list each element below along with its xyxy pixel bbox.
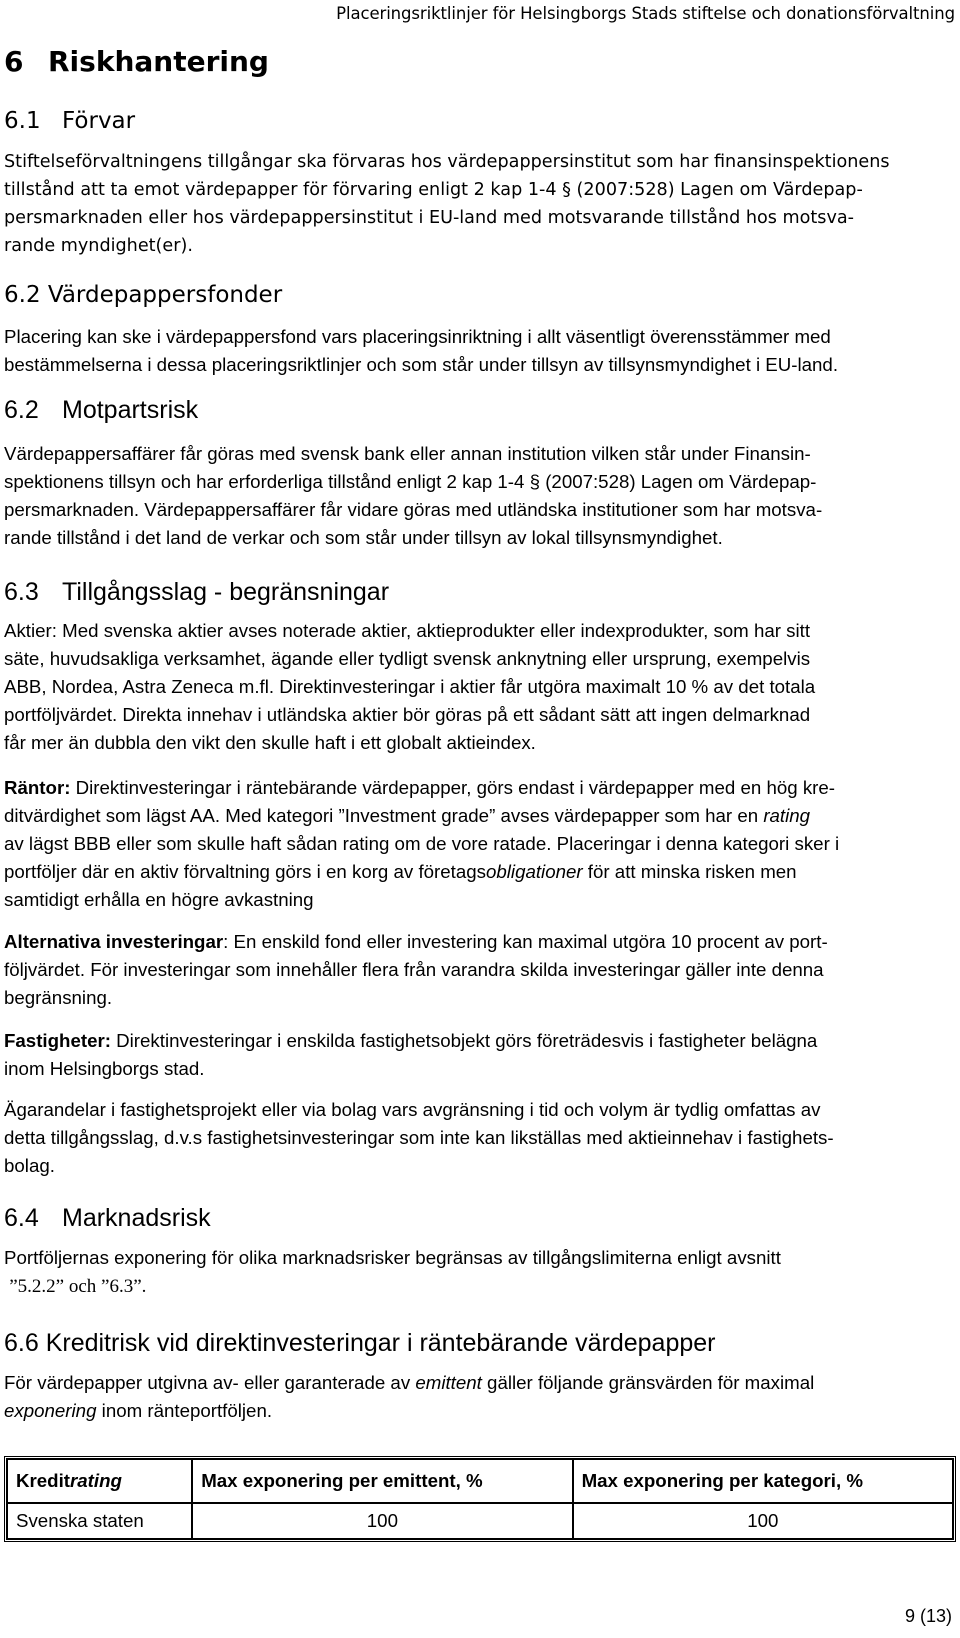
text-line: detta tillgångsslag, d.v.s fastighetsinvesteringar som inte kan likställas med aktieinnehav i fastighets- bbox=[4, 1127, 834, 1148]
chapter-number: 6 bbox=[4, 45, 24, 78]
text-line: inom Helsingborgs stad. bbox=[4, 1058, 205, 1079]
section-heading-6-3 bbox=[4, 578, 389, 607]
text-line: samtidigt erhålla en högre avkastning bbox=[4, 889, 314, 910]
text-run: och bbox=[64, 1276, 102, 1297]
paragraph-fastigheter bbox=[4, 1027, 956, 1083]
paragraph-aktier bbox=[4, 617, 956, 757]
column-header: Max exponering per emittent, % bbox=[192, 1459, 572, 1503]
text-line: Ägarandelar i fastighetsprojekt eller via bolag vars avgränsning i tid och volym är tydlig omfattas av bbox=[4, 1099, 821, 1120]
text-run: för att minska risken men bbox=[582, 861, 797, 882]
text-line: Värdepappersaffärer får göras med svensk bank eller annan institution vilken står under Finansin- bbox=[4, 443, 811, 464]
section-heading-6-2-motpart bbox=[4, 396, 198, 425]
text-line bbox=[4, 928, 956, 956]
text-line: persmarknaden eller hos värdepappersinstitut i EU-land med motsvarande tillstånd hos motsva- bbox=[4, 208, 855, 228]
table-cell: 100 bbox=[192, 1503, 572, 1539]
table-cell: Svenska staten bbox=[7, 1503, 192, 1539]
italic-run: obligationer bbox=[485, 861, 583, 882]
italic-run: rating bbox=[70, 1470, 122, 1491]
section-heading-6-2-fonder: 6.2 Värdepappersfonder bbox=[4, 282, 283, 308]
text-run: Direktinvesteringar i enskilda fastighetsobjekt görs företrädesvis i fastigheter belägna bbox=[110, 1030, 818, 1051]
text-line: Stiftelseförvaltningens tillgångar ska förvaras hos värdepappersinstitut som har finansinspektionens bbox=[4, 152, 890, 172]
column-header bbox=[7, 1459, 192, 1503]
paragraph-motpartsrisk bbox=[4, 440, 956, 552]
text-line bbox=[4, 1272, 956, 1300]
text-run: Kredit bbox=[16, 1470, 70, 1491]
text-line: av lägst BBB eller som skulle haft sådan rating om de vore ratade. Placeringar i denna kategori sker i bbox=[4, 833, 840, 854]
text-line: följvärdet. För investeringar som innehåller flera från varandra skilda investeringar gäller inte denna bbox=[4, 959, 824, 980]
text-line bbox=[4, 774, 956, 802]
fastigheter-label: Fastigheter: bbox=[4, 1030, 111, 1051]
section-title: Motpartsrisk bbox=[62, 396, 199, 424]
text-line: Placering kan ske i värdepappersfond vars placeringsinriktning i allt väsentligt överensstämmer med bbox=[4, 326, 831, 347]
text-line: Aktier: Med svenska aktier avses noterade aktier, aktieprodukter eller indexprodukter, som har sitt bbox=[4, 620, 811, 641]
text-run: gäller följande gränsvärden för maximal bbox=[481, 1372, 815, 1393]
rantor-label: Räntor: bbox=[4, 777, 71, 798]
paragraph-forvar bbox=[4, 148, 956, 260]
paragraph-fonder bbox=[4, 323, 956, 379]
section-heading-6-1 bbox=[4, 108, 135, 134]
text-line: portföljvärdet. Direkta innehav i utländska aktier bör göras på ett sådant sätt att ingen delmarknad bbox=[4, 704, 811, 725]
text-line: tillstånd att ta emot värdepapper för förvaring enligt 2 kap 1-4 § (2007:528) Lagen om Värdepap- bbox=[4, 180, 863, 200]
column-header: Max exponering per kategori, % bbox=[573, 1459, 953, 1503]
table-header-row bbox=[7, 1459, 953, 1503]
italic-run: rating bbox=[763, 805, 811, 826]
section-title: Tillgångsslag - begränsningar bbox=[62, 578, 390, 606]
text-line: rande myndighet(er). bbox=[4, 236, 193, 256]
section-heading-6-6: 6.6 Kreditrisk vid direktinvesteringar i räntebärande värdepapper bbox=[4, 1329, 716, 1357]
section-ref: ”5.2.2” bbox=[9, 1276, 65, 1297]
italic-run: exponering bbox=[4, 1400, 97, 1421]
section-number: 6.1 bbox=[4, 108, 41, 134]
text-line: persmarknaden. Värdepappersaffärer får vidare göras med utländska institutioner som har motsva- bbox=[4, 499, 823, 520]
text-line: bolag. bbox=[4, 1155, 55, 1176]
text-run: : En enskild fond eller investering kan maximal utgöra 10 procent av port- bbox=[223, 931, 828, 952]
section-number: 6.4 bbox=[4, 1204, 39, 1232]
chapter-heading bbox=[4, 45, 269, 78]
text-line bbox=[4, 1397, 956, 1425]
section-ref: ”6.3” bbox=[101, 1276, 142, 1297]
section-number: 6.2 bbox=[4, 396, 39, 424]
text-run: . bbox=[141, 1276, 147, 1297]
chapter-title: Riskhantering bbox=[48, 45, 269, 78]
kreditrisk-table bbox=[4, 1456, 956, 1542]
section-title: Marknadsrisk bbox=[62, 1204, 211, 1232]
text-run: Direktinvesteringar i räntebärande värdepapper, görs endast i värdepapper med en hög kre- bbox=[70, 777, 836, 798]
section-number: 6.3 bbox=[4, 578, 39, 606]
paragraph-marknadsrisk bbox=[4, 1244, 956, 1300]
paragraph-alternativa bbox=[4, 928, 956, 1012]
text-line: bestämmelserna i dessa placeringsriktlinjer och som står under tillsyn av tillsynsmyndighet i EU-land. bbox=[4, 354, 839, 375]
table-row bbox=[7, 1503, 953, 1539]
text-line bbox=[4, 858, 956, 886]
text-line bbox=[4, 1027, 956, 1055]
paragraph-agarandelar bbox=[4, 1096, 956, 1180]
text-run: portföljer där en aktiv förvaltning görs i en korg av företags bbox=[4, 861, 486, 882]
paragraph-kreditrisk bbox=[4, 1369, 956, 1425]
section-heading-6-4 bbox=[4, 1204, 211, 1233]
text-line: får mer än dubbla den vikt den skulle haft i ett globalt aktieindex. bbox=[4, 732, 536, 753]
table-cell: 100 bbox=[573, 1503, 953, 1539]
paragraph-rantor bbox=[4, 774, 956, 914]
text-line: rande tillstånd i det land de verkar och som står under tillsyn av lokal tillsynsmyndighet. bbox=[4, 527, 723, 548]
section-title: Förvar bbox=[62, 108, 136, 134]
text-line: spektionens tillsyn och har erforderliga tillstånd enligt 2 kap 1-4 § (2007:528) Lagen om Värdepap- bbox=[4, 471, 817, 492]
text-line: ABB, Nordea, Astra Zeneca m.fl. Direktinvesteringar i aktier får utgöra maximalt 10 % av det totala bbox=[4, 676, 816, 697]
page-number: 9 (13) bbox=[904, 1606, 952, 1626]
text-run: ditvärdighet som lägst AA. Med kategori ”Investment grade” avses värdepapper som har en bbox=[4, 805, 764, 826]
text-run: inom ränteportföljen. bbox=[96, 1400, 273, 1421]
alternativa-label: Alternativa investeringar bbox=[4, 931, 224, 952]
text-line: begränsning. bbox=[4, 987, 113, 1008]
text-line bbox=[4, 802, 956, 830]
italic-run: emittent bbox=[415, 1372, 482, 1393]
text-line: säte, huvudsakliga verksamhet, ägande eller tydligt svensk anknytning eller ursprung, exempelvis bbox=[4, 648, 811, 669]
text-line: Portföljernas exponering för olika marknadsrisker begränsas av tillgångslimiterna enligt avsnitt bbox=[4, 1247, 781, 1268]
text-line bbox=[4, 1369, 956, 1397]
running-header: Placeringsriktlinjer för Helsingborgs Stads stiftelse och donationsförvaltning bbox=[336, 4, 955, 23]
text-run: För värdepapper utgivna av- eller garanterade av bbox=[4, 1372, 416, 1393]
